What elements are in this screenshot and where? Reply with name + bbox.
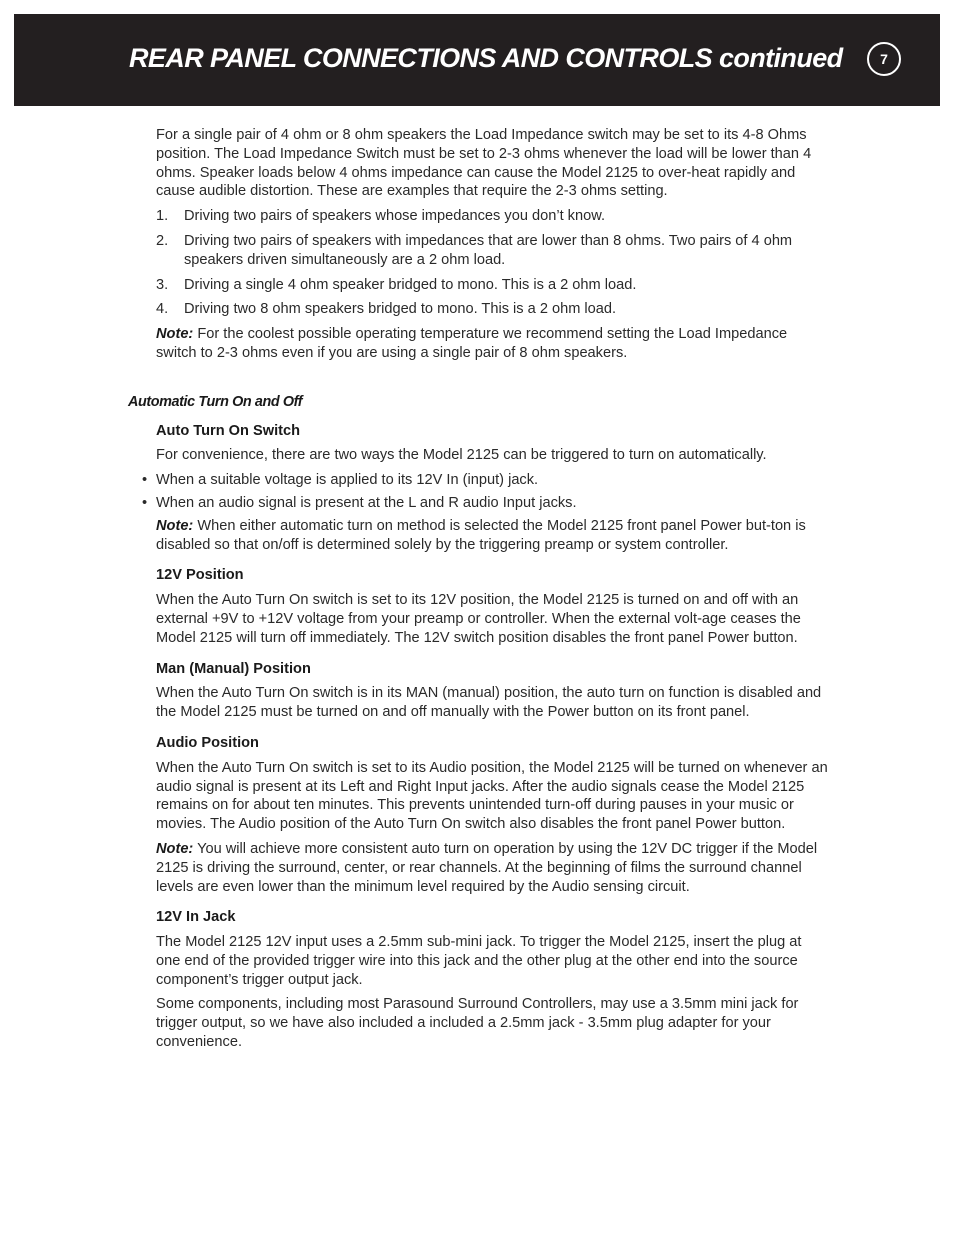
list-item bbox=[156, 232, 828, 270]
subheading-auto-turn-on-switch: Auto Turn On Switch bbox=[156, 422, 301, 439]
audio-position-section bbox=[128, 734, 828, 896]
note-text: For the coolest possible operating temperature we recommend setting the Load Impedance switch to 2-3 ohms even if you are using a single pair of 8 ohm speakers. bbox=[156, 326, 788, 361]
man-position-section bbox=[128, 660, 828, 722]
list-number: 3. bbox=[156, 276, 169, 293]
list-text: When an audio signal is present at the L and R audio Input jacks. bbox=[156, 494, 577, 511]
section-heading-auto-turn-on: Automatic Turn On and Off bbox=[128, 393, 303, 410]
intro-note bbox=[156, 325, 828, 363]
list-item bbox=[156, 276, 828, 295]
auto-turn-on-switch-section bbox=[128, 422, 828, 555]
subheading-12v-position: 12V Position bbox=[156, 567, 244, 584]
list-text: Driving two pairs of speakers whose impedances you don’t know. bbox=[184, 208, 606, 225]
page-title-suffix: continued bbox=[718, 43, 843, 73]
page-content bbox=[128, 126, 828, 1064]
audio-position-note bbox=[156, 840, 828, 896]
page-title bbox=[129, 43, 843, 74]
list-item bbox=[142, 494, 828, 513]
switch-note bbox=[156, 517, 828, 555]
list-item bbox=[156, 300, 828, 319]
v12-jack-paragraph-2: Some components, including most Parasound Surround Controllers, may use a 3.5mm mini jack for trigger output, so we have also included a included a 2.5mm jack - 3.5mm plug adapter for your convenience. bbox=[156, 996, 799, 1051]
subheading-12v-in-jack: 12V In Jack bbox=[156, 909, 236, 926]
switch-paragraph: For convenience, there are two ways the Model 2125 can be triggered to turn on automatically. bbox=[156, 447, 767, 464]
bullet-icon: • bbox=[142, 472, 148, 489]
list-text: Driving two pairs of speakers with impedances that are lower than 8 ohms. Two pairs of 4 ohm speakers driven simultaneously are a 2 ohm load. bbox=[184, 232, 793, 268]
v12-position-paragraph: When the Auto Turn On switch is set to its 12V position, the Model 2125 is turned on and off with an external +9V to +12V voltage from your preamp or controller. When the external volt-age ceases the Model 2125 will turn off immediately. The 12V switch position disables the front panel Power button. bbox=[156, 592, 801, 646]
note-text: You will achieve more consistent auto turn on operation by using the 12V DC trigger if the Model 2125 is driving the surround, center, or rear channels. At the beginning of films the surround channel levels are even lower than the minimum level required by the Audio sensing circuit. bbox=[156, 840, 818, 895]
trigger-methods-list bbox=[142, 471, 828, 513]
v12-jack-section bbox=[128, 908, 828, 1052]
note-text: When either automatic turn on method is selected the Model 2125 front panel Power but-ton is disabled so that on/off is determined solely by the triggering preamp or system controller. bbox=[156, 517, 806, 553]
page-title-main: REAR PANEL CONNECTIONS AND CONTROLS bbox=[129, 43, 713, 73]
subheading-man-position: Man (Manual) Position bbox=[156, 660, 311, 677]
list-text: When a suitable voltage is applied to its 12V In (input) jack. bbox=[156, 472, 539, 489]
list-text: Driving two 8 ohm speakers bridged to mono. This is a 2 ohm load. bbox=[184, 301, 617, 318]
load-examples-list bbox=[156, 207, 828, 319]
v12-position-section bbox=[128, 566, 828, 647]
note-label: Note: bbox=[156, 517, 194, 534]
list-item bbox=[142, 471, 828, 490]
list-number: 4. bbox=[156, 301, 169, 318]
v12-jack-paragraph-1: The Model 2125 12V input uses a 2.5mm sub-mini jack. To trigger the Model 2125, insert the plug at one end of the provided trigger wire into this jack and the other plug at the other end into the source component’s trigger output jack. bbox=[156, 934, 802, 988]
note-label: Note: bbox=[156, 326, 194, 343]
subheading-audio-position: Audio Position bbox=[156, 734, 259, 751]
audio-position-paragraph: When the Auto Turn On switch is set to its Audio position, the Model 2125 will be turned on whenever an audio signal is present at its Left and Right Input jacks. After the audio signals cease the Model 2125 remains on for about ten minutes. This prevents unintended turn-off during pauses in your music or movies. The Audio position of the Auto Turn On switch also disables the front panel Power button. bbox=[156, 759, 828, 833]
intro-paragraph: For a single pair of 4 ohm or 8 ohm speakers the Load Impedance switch may be set to its 4-8 Ohms position. The Load Impedance Switch must be set to 2-3 ohms whenever the load will be lower than 4 ohms. Speaker loads below 4 ohms impedance can cause the Model 2125 to over-heat rapidly and cause audible distortion. These are examples that require the 2-3 ohms setting. bbox=[156, 127, 812, 200]
page-number-badge: 7 bbox=[867, 42, 901, 76]
list-text: Driving a single 4 ohm speaker bridged to mono. This is a 2 ohm load. bbox=[184, 276, 637, 293]
list-number: 2. bbox=[156, 232, 169, 249]
header-bar bbox=[14, 14, 940, 106]
note-label: Note: bbox=[156, 840, 194, 857]
intro-section bbox=[156, 126, 828, 201]
list-number: 1. bbox=[156, 208, 169, 225]
list-item bbox=[156, 207, 828, 226]
bullet-icon: • bbox=[142, 494, 148, 511]
man-position-paragraph: When the Auto Turn On switch is in its MAN (manual) position, the auto turn on function is disabled and the Model 2125 must be turned on and off manually with the Power button on its front panel. bbox=[156, 685, 822, 721]
